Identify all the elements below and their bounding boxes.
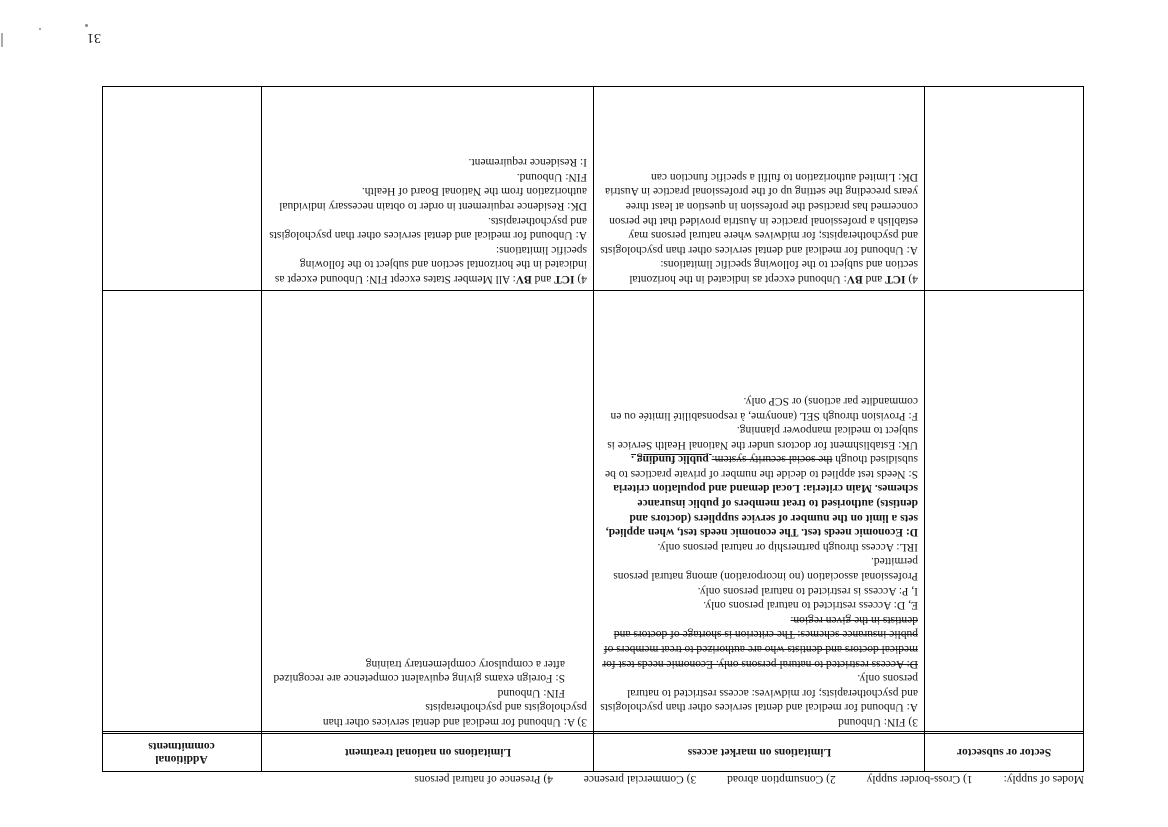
nt3-fin: FIN: Unbound (497, 686, 565, 699)
ma4-intro (600, 257, 918, 286)
row2-market-access (600, 169, 918, 286)
page-number: 31 (87, 30, 101, 45)
nt4-mode: 4) (574, 273, 587, 285)
ma3-spain-germany: E, D: Access restricted to natural persons only. (703, 599, 918, 612)
nt3-sweden: S: Foreign exams giving equivalent competence are recognized after a compulsory complementary training (273, 657, 565, 685)
column-divider (924, 87, 925, 771)
nt4-italy: I: Residence requirement. (468, 156, 587, 169)
ma3-sweden-inserted: public funding . (631, 453, 712, 466)
nt4-austria: A: Unbound for medical and dental services other than psychologists and psychotherapists. (269, 214, 587, 242)
ma3-germany-new: D: Economic needs test. The economic needs test, when applied, sets a limit on the number of service suppliers (doctors and dentists) authorised to treat members of public insurance schemes. Main criteria: Local demand and population criteria (605, 482, 918, 539)
mode-3: 3) Commercial presence (583, 773, 697, 785)
nt4-ict: ICT (554, 273, 575, 285)
ma3-sweden-deleted: the social security system. (711, 453, 833, 466)
nt4-fin: FIN: Unbound. (516, 170, 587, 183)
ma3-professional-association: Professional association (no incorporation) among natural persons permitted. (613, 555, 918, 583)
header-national-treatment: Limitations on national treatment (344, 746, 512, 759)
modes-of-supply (84, 771, 1084, 786)
ma3-fin: 3) FIN: Unbound (838, 716, 918, 728)
nt4-bv: BV (515, 273, 532, 285)
mode-2: 2) Consumption abroad (727, 773, 836, 785)
header-additional-commitments: Additional commitments (148, 740, 215, 765)
header-sector: Sector or subsector (956, 746, 1052, 759)
ma4-and: and (862, 273, 886, 285)
row1-national-treatment (269, 656, 587, 729)
ma4-ict: ICT (885, 273, 906, 285)
mode-1: 1) Cross-border supply (866, 773, 973, 785)
nt4-and: and (531, 273, 555, 285)
scan-speck (39, 28, 41, 30)
row1-market-access (600, 393, 918, 729)
ma3-france: F: Provision through SEL (anonyme, à responsabilité limitée ou en commandite par actions) or SCP only. (610, 394, 918, 422)
ma3-uk: UK: Establishment for doctors under the National Health Service is subject to medical manpower planning. (607, 424, 918, 451)
scan-speck (85, 24, 88, 27)
ma3-italy-portugal: I, P: Access is restricted to natural persons only. (697, 584, 918, 597)
ma4-denmark: DK: Limited authorization to fulfil a specific function can (651, 170, 918, 183)
nt4-intro (269, 242, 587, 286)
row2-national-treatment (269, 155, 587, 286)
ma4-mode: 4) (905, 273, 918, 285)
ma3-austria: A: Unbound for medical and dental services other than psychologists and psychotherapists; for midwives: access restricted to natural persons only. (600, 672, 918, 714)
column-divider (593, 87, 594, 771)
commitments-table (102, 86, 1084, 772)
header-market-access: Limitations on market access (687, 746, 832, 759)
ma4-bv: BV (846, 273, 863, 285)
mode-4: 4) Presence of natural persons (414, 773, 553, 785)
ma3-germany-deleted: D: Access restricted to natural persons only. Economic needs test for medical doctors and dentists who are authorized to treat members of public insurance schemes: The criterion is shortage of doctors and dentists in the given region. (602, 613, 918, 670)
nt4-denmark: DK: Residence requirement in order to obtain necessary individual authorization from the National Board of Health. (279, 185, 587, 213)
nt4-intro-text: : All Member States except FIN: Unbound except as indicated in the horizontal section and subject to the following specific limitations: (274, 243, 587, 285)
ma3-sweden-text: S: Needs test applied to decide the number of private practices to be subsidised though (605, 453, 918, 480)
column-divider (261, 87, 262, 771)
ma4-intro-text: : Unbound except as indicated in the horizontal section and subject to the following specific limitations: (629, 258, 918, 285)
ma4-austria: A: Unbound for medical and dental services other than psychologists and psychotherapists; for midwives where natural persons may establish a professional practice in Austria provided that the person concerned has practised the profession in question at least three years preceding the setting up of the professional practice in Austria (600, 185, 918, 256)
nt3-austria: 3) A: Unbound for medical and dental services other than psychologists and psychotherapists (322, 701, 587, 728)
row-divider (103, 290, 1083, 291)
ma3-sweden (600, 452, 918, 481)
modes-label: Modes of supply: (1003, 773, 1084, 785)
ma3-ireland: IRL: Access through partnership or natural persons only. (657, 540, 918, 553)
scan-edge (1, 33, 3, 47)
